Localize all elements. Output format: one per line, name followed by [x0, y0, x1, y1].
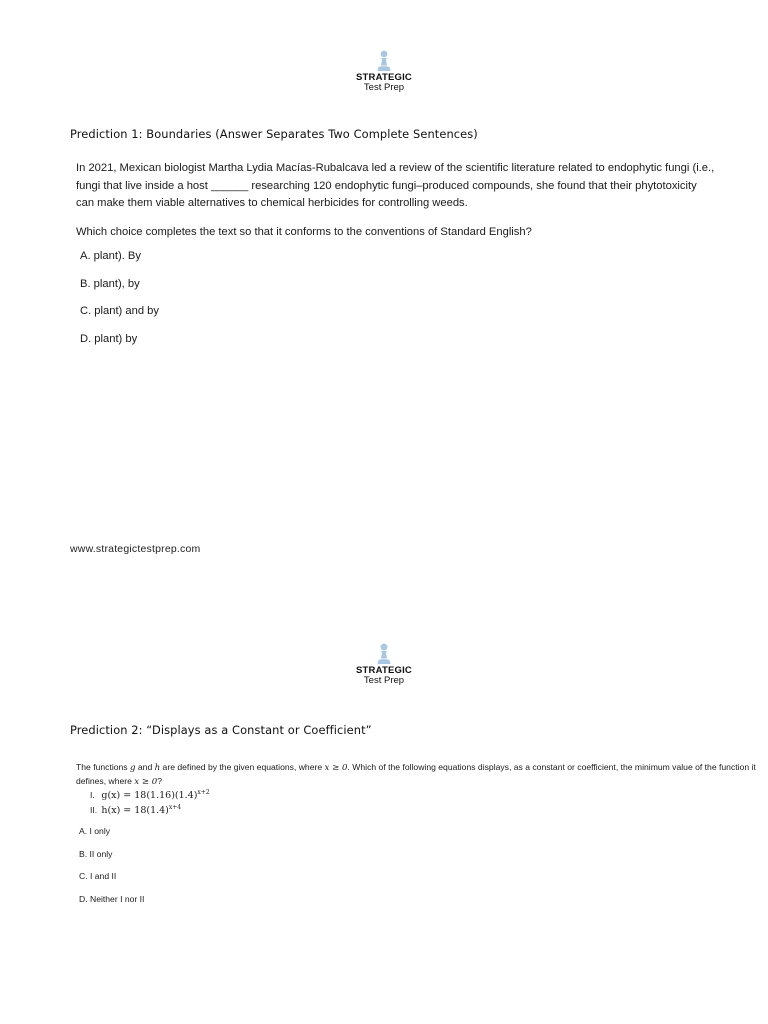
footer-url[interactable]: www.strategictestprep.com — [70, 543, 201, 555]
question-prompt: Which choice completes the text so that it conforms to the conventions of Standard English? — [76, 226, 532, 238]
math-passage-text — [76, 761, 756, 789]
equation-item — [90, 789, 210, 804]
choice-a[interactable]: A. plant). By — [80, 250, 141, 262]
passage-segment: are defined by the given equations, where — [160, 762, 325, 772]
brand-subtitle: Test Prep — [363, 82, 405, 93]
brand-subtitle: Test Prep — [363, 675, 405, 686]
variable-h: h — [154, 763, 161, 773]
choice-d[interactable]: D. plant) by — [80, 332, 138, 345]
equation-item — [90, 804, 210, 819]
choice-c[interactable]: C. I and II — [79, 871, 117, 882]
equation-exponent: x+4 — [168, 804, 182, 811]
section-heading: Prediction 2: “Displays as a Constant or Coefficient” — [70, 723, 372, 737]
passage-segment: The functions — [76, 762, 130, 772]
equation-body: g(x) = 18(1.16)(1.4) — [101, 790, 198, 802]
domain-condition: x ≥ 0 — [324, 763, 348, 773]
chess-pawn-logo-icon — [375, 643, 393, 665]
equation-body: h(x) = 18(1.4) — [101, 805, 169, 817]
brand-title: STRATEGIC — [356, 72, 412, 83]
variable-g: g — [129, 763, 136, 773]
equation-list — [90, 789, 210, 819]
brand-logo — [0, 643, 768, 686]
answer-choices — [80, 250, 159, 360]
choice-a[interactable]: A. I only — [79, 826, 111, 836]
passage-segment: ? — [157, 776, 163, 786]
passage-text: In 2021, Mexican biologist Martha Lydia Macías-Rubalcava led a review of the scientific literature related to endophytic fungi (i.e., fungi that live inside a host ______ researching 120 endophytic fungi–produced compounds, she found that their phytotoxicity can make them viable alternatives to chemical herbicides for controlling weeds. — [76, 162, 715, 209]
equation-h — [101, 805, 181, 816]
page-2 — [0, 590, 768, 1024]
choice-d[interactable]: D. Neither I nor II — [79, 893, 145, 904]
brand-title: STRATEGIC — [356, 665, 412, 676]
answer-choices — [79, 826, 144, 916]
passage-segment: and — [135, 762, 155, 772]
choice-b[interactable]: B. plant), by — [80, 277, 140, 290]
passage-segment: . Which of the following equations displays, as a constant or coefficient, the minimum value of the function it defines, where — [76, 762, 756, 786]
section-heading: Prediction 1: Boundaries (Answer Separates Two Complete Sentences) — [70, 127, 478, 141]
brand-logo — [0, 50, 768, 93]
equation-g — [101, 790, 209, 801]
equation-exponent: x+2 — [197, 789, 210, 796]
choice-b[interactable]: B. II only — [79, 848, 113, 859]
choice-c[interactable]: C. plant) and by — [80, 305, 159, 317]
equation-number: I. — [90, 790, 95, 801]
chess-pawn-logo-icon — [375, 50, 393, 72]
equation-number: II. — [90, 805, 98, 816]
domain-condition: x ≥ 0 — [134, 777, 158, 787]
